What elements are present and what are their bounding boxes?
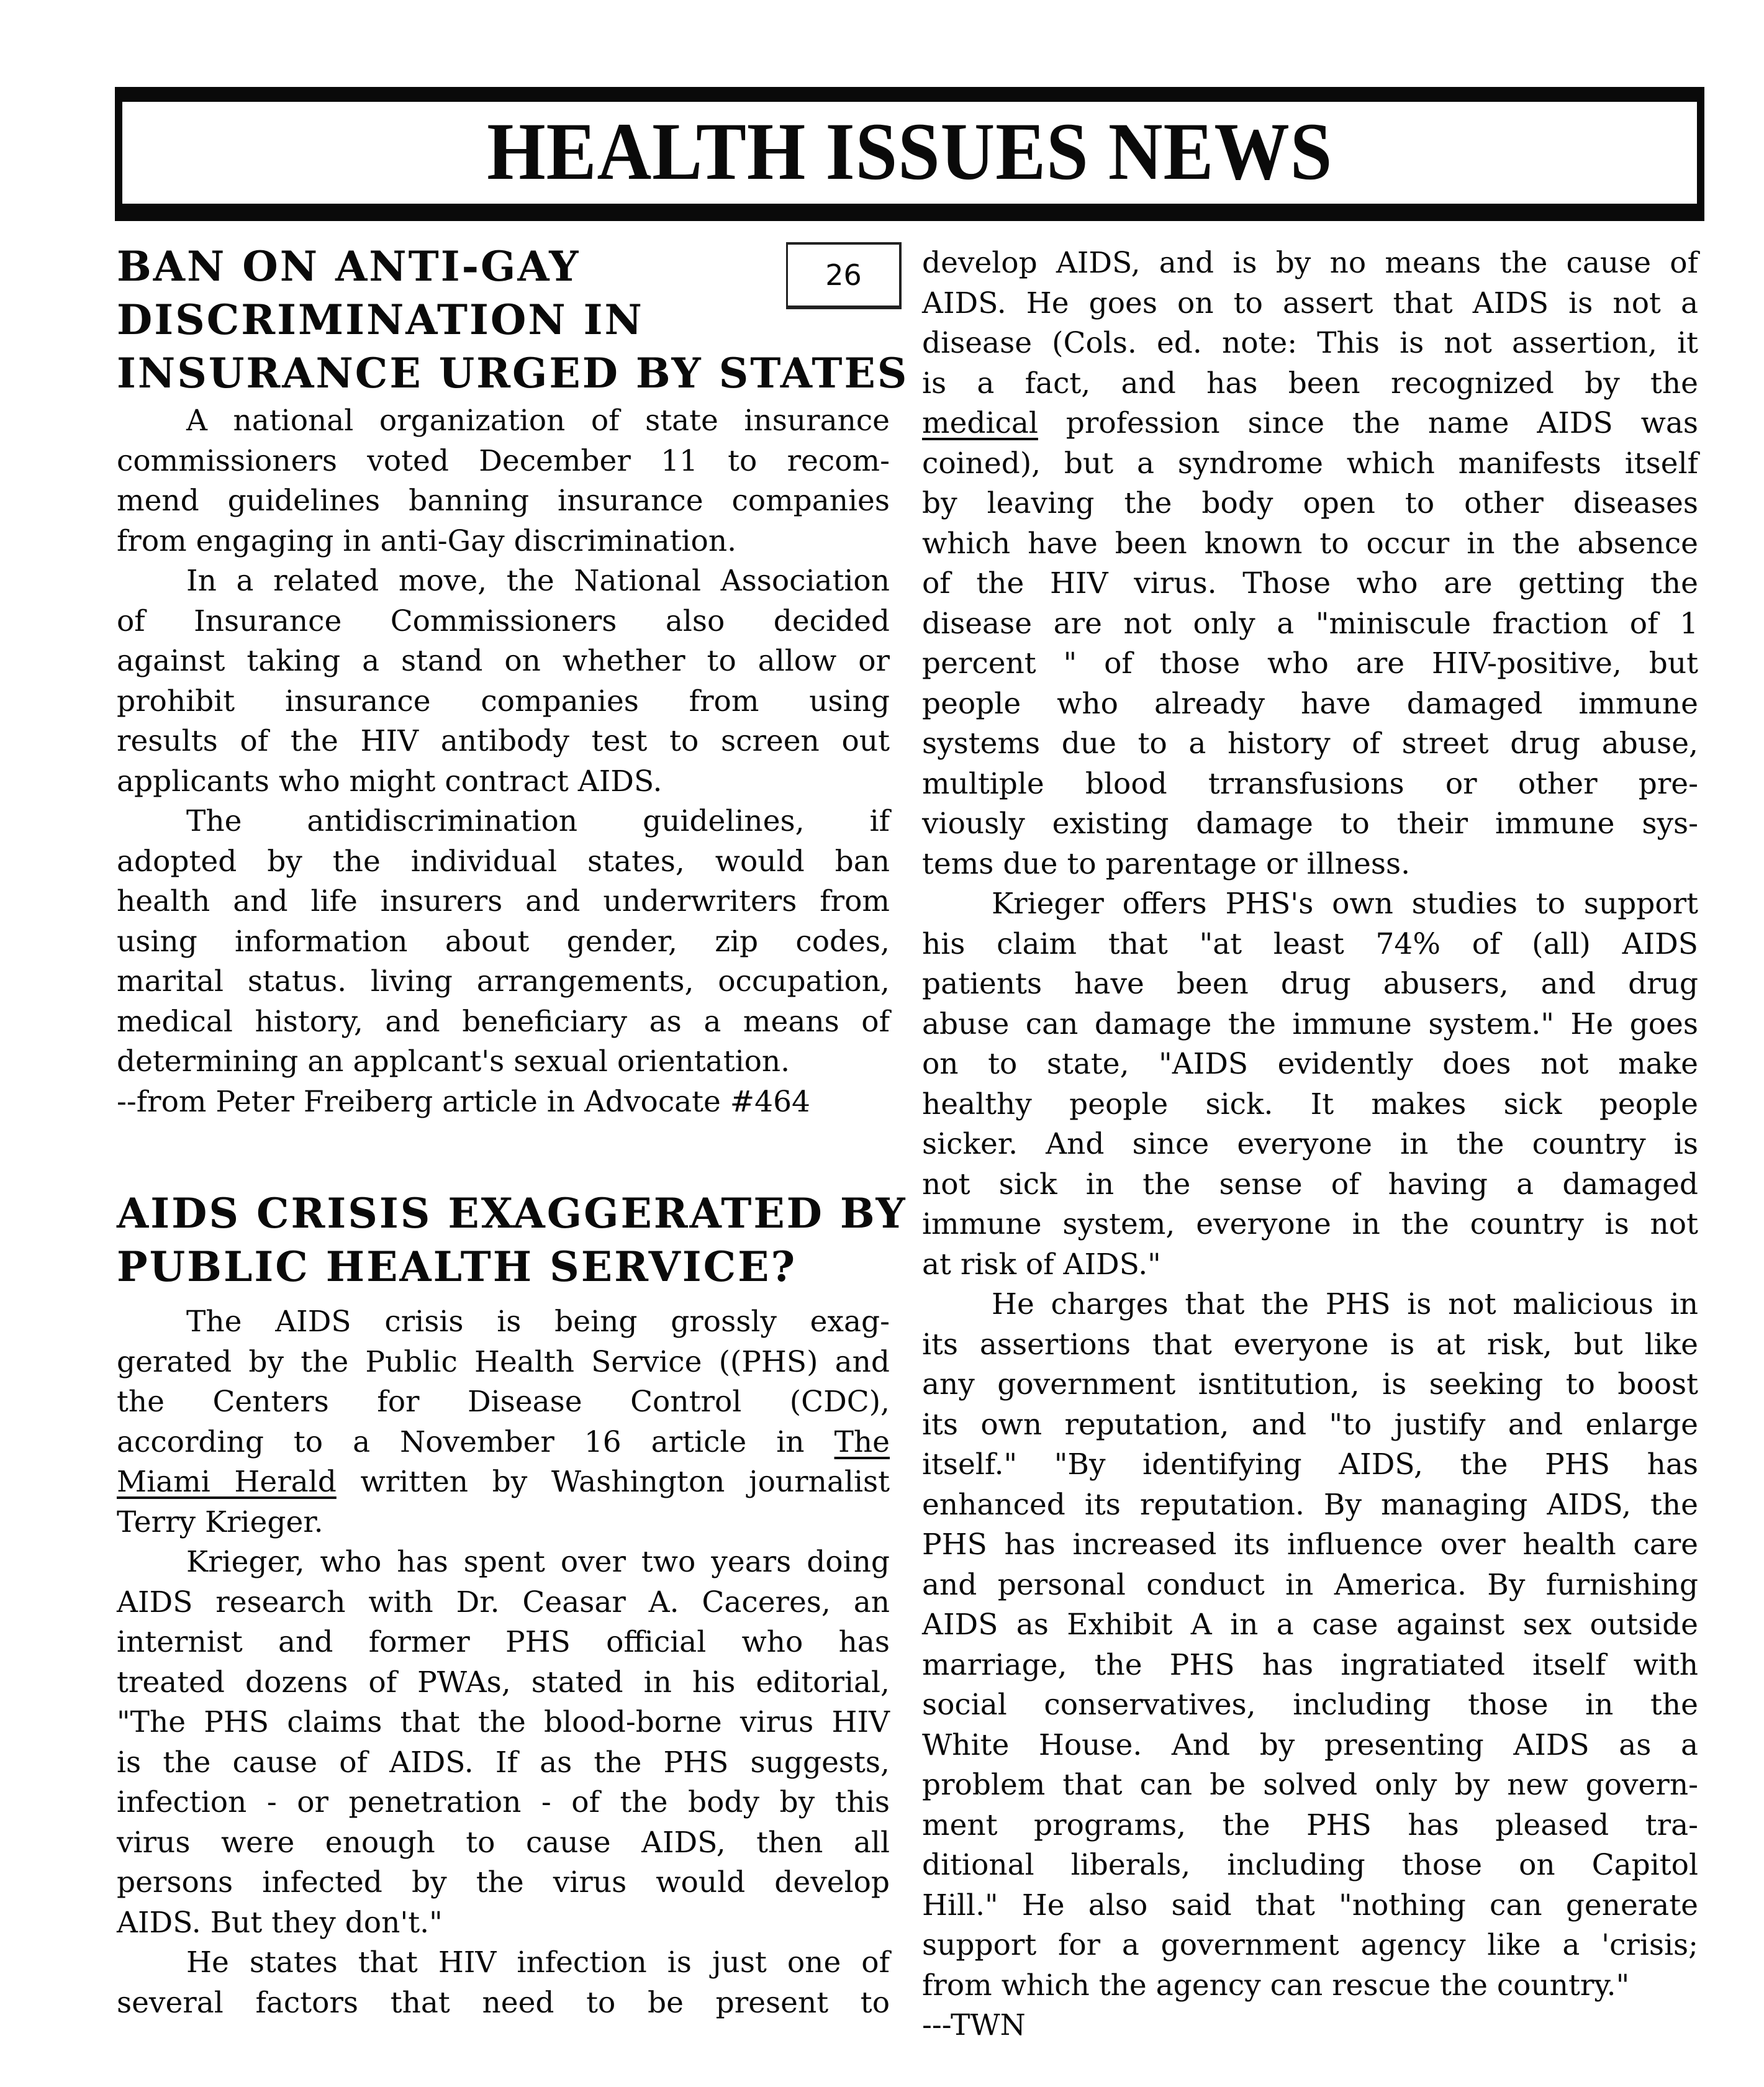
text-line: prohibit insurance companies from using bbox=[117, 684, 890, 718]
text-line: gerated by the Public Health Service ((PHS) and bbox=[117, 1344, 890, 1379]
text-line: against taking a stand on whether to allow or bbox=[117, 644, 890, 678]
text-line: marital status. living arrangements, occupation, bbox=[117, 964, 890, 998]
text-line: coined), but a syndrome which manifests itself bbox=[922, 446, 1698, 481]
article2-paragraph bbox=[117, 1542, 890, 1943]
text-line: persons infected by the virus would develop bbox=[117, 1865, 890, 1899]
article2-paragraph bbox=[117, 1302, 890, 1542]
text-line: of Insurance Commissioners also decided bbox=[117, 604, 890, 638]
text-line: multiple blood trransfusions or other pre- bbox=[922, 766, 1698, 801]
text-line: at risk of AIDS." bbox=[922, 1247, 1161, 1282]
text-line: from which the agency can rescue the country." bbox=[922, 1968, 1630, 2003]
text-line: AIDS research with Dr. Ceasar A. Caceres, an bbox=[117, 1585, 890, 1619]
article2-headline bbox=[117, 1187, 907, 1293]
text-line: his claim that "at least 74% of (all) AIDS bbox=[922, 926, 1698, 961]
headline-line: DISCRIMINATION IN bbox=[117, 296, 644, 344]
text-line: any government isntitution, is seeking to boost bbox=[922, 1367, 1698, 1401]
text-line: The AIDS crisis is being grossly exag- bbox=[186, 1305, 890, 1339]
text-line: immune system, everyone in the country is not bbox=[922, 1207, 1698, 1241]
text-line: AIDS. But they don't." bbox=[117, 1905, 443, 1940]
text-line: not sick in the sense of having a damaged bbox=[922, 1167, 1698, 1202]
text-line: its own reputation, and "to justify and enlarge bbox=[922, 1407, 1698, 1442]
text-line: disease are not only a "miniscule fraction of 1 bbox=[922, 606, 1698, 641]
text-line: He states that HIV infection is just one of bbox=[186, 1945, 890, 1980]
publication-name: The bbox=[834, 1424, 890, 1459]
text-line: internist and former PHS official who has bbox=[117, 1625, 890, 1659]
left-column bbox=[117, 242, 909, 2023]
text-line: White House. And by presenting AIDS as a bbox=[922, 1727, 1698, 1762]
text-line: its assertions that everyone is at risk, but like bbox=[922, 1327, 1698, 1362]
text-line: PHS has increased its influence over health care bbox=[922, 1528, 1698, 1562]
text-line: In a related move, the National Association bbox=[186, 564, 890, 598]
text-line: disease (Cols. ed. note: This is not assertion, it bbox=[922, 326, 1698, 360]
article2-signature: ---TWN bbox=[922, 2008, 1026, 2042]
article1-headline bbox=[117, 240, 909, 400]
section-gap bbox=[117, 1122, 890, 1187]
text-fragment: profession since the name AIDS was bbox=[1038, 406, 1698, 440]
page-number: 26 bbox=[825, 258, 862, 292]
text-line: adopted by the individual states, would ban bbox=[117, 844, 890, 879]
text-line: the Centers for Disease Control (CDC), bbox=[117, 1385, 890, 1419]
text-line: Krieger, who has spent over two years doing bbox=[186, 1545, 890, 1579]
text-line: determining an applcant's sexual orientation. bbox=[117, 1044, 790, 1079]
article1-paragraph bbox=[117, 401, 890, 561]
text-line: tems due to parentage or illness. bbox=[922, 846, 1411, 881]
text-line: virus were enough to cause AIDS, then all bbox=[117, 1825, 890, 1860]
text-line: social conservatives, including those in the bbox=[922, 1688, 1698, 1722]
text-line bbox=[117, 1462, 890, 1503]
text-line: commissioners voted December 11 to recom- bbox=[117, 443, 890, 478]
headline-line: INSURANCE URGED BY STATES bbox=[117, 349, 909, 397]
text-line: several factors that need to be present to bbox=[117, 1985, 890, 2020]
text-line: ditional liberals, including those on Capitol bbox=[922, 1848, 1698, 1882]
text-line: from engaging in anti-Gay discrimination. bbox=[117, 523, 737, 558]
text-line: using information about gender, zip codes, bbox=[117, 924, 890, 959]
text-line: Terry Krieger. bbox=[117, 1505, 323, 1539]
text-line: Krieger offers PHS's own studies to support bbox=[992, 887, 1698, 921]
text-line: abuse can damage the immune system." He goes bbox=[922, 1007, 1698, 1041]
headline-line: BAN ON ANTI-GAY bbox=[117, 242, 581, 291]
text-line: people who already have damaged immune bbox=[922, 686, 1698, 721]
text-line: The antidiscrimination guidelines, if bbox=[186, 804, 890, 838]
text-line: on to state, "AIDS evidently does not make bbox=[922, 1047, 1698, 1081]
text-line: treated dozens of PWAs, stated in his editorial, bbox=[117, 1665, 890, 1700]
text-line: patients have been drug abusers, and drug bbox=[922, 967, 1698, 1001]
text-line: He charges that the PHS is not malicious in bbox=[992, 1287, 1698, 1321]
text-line: itself." "By identifying AIDS, the PHS has bbox=[922, 1447, 1698, 1482]
text-line: sicker. And since everyone in the country is bbox=[922, 1127, 1698, 1161]
text-fragment: written by Washington journalist bbox=[360, 1465, 890, 1499]
text-fragment: according to a November 16 article in bbox=[117, 1424, 835, 1459]
text-line: A national organization of state insurance bbox=[186, 404, 890, 438]
text-line: healthy people sick. It makes sick people bbox=[922, 1087, 1698, 1121]
article2-paragraph bbox=[922, 884, 1698, 1285]
right-column bbox=[922, 243, 1698, 2046]
publication-name: Miami Herald bbox=[117, 1465, 337, 1499]
text-line: is the cause of AIDS. If as the PHS suggests, bbox=[117, 1745, 890, 1780]
text-line: infection - or penetration - of the body by this bbox=[117, 1785, 890, 1819]
text-line: Hill." He also said that "nothing can generate bbox=[922, 1888, 1698, 1922]
text-line bbox=[922, 404, 1698, 444]
underlined-word: medical bbox=[922, 406, 1038, 440]
text-line: results of the HIV antibody test to screen out bbox=[117, 724, 890, 758]
text-line: enhanced its reputation. By managing AIDS, the bbox=[922, 1487, 1698, 1522]
masthead-box bbox=[115, 87, 1704, 221]
headline-line: PUBLIC HEALTH SERVICE? bbox=[117, 1243, 797, 1291]
text-line: viously existing damage to their immune sys- bbox=[922, 807, 1698, 841]
article1-paragraph bbox=[117, 561, 890, 802]
text-line: by leaving the body open to other diseases bbox=[922, 486, 1698, 520]
masthead-title: HEALTH ISSUES NEWS bbox=[486, 106, 1333, 197]
article2-paragraph bbox=[922, 243, 1698, 884]
text-line: problem that can be solved only by new govern- bbox=[922, 1768, 1698, 1802]
text-line: is a fact, and has been recognized by the bbox=[922, 366, 1698, 401]
text-line: "The PHS claims that the blood-borne virus HIV bbox=[117, 1705, 890, 1739]
text-line: medical history, and beneficiary as a means of bbox=[117, 1004, 890, 1039]
text-line: support for a government agency like a 'crisis; bbox=[922, 1928, 1698, 1962]
text-line: AIDS. He goes on to assert that AIDS is not a bbox=[922, 286, 1698, 320]
text-line: ment programs, the PHS has pleased tra- bbox=[922, 1808, 1698, 1842]
text-line: develop AIDS, and is by no means the cause of bbox=[922, 246, 1698, 280]
text-line: of the HIV virus. Those who are getting the bbox=[922, 566, 1698, 600]
text-line: percent " of those who are HIV-positive, but bbox=[922, 646, 1698, 681]
text-line bbox=[117, 1423, 890, 1463]
article1-credit: --from Peter Freiberg article in Advocate #464 bbox=[117, 1084, 810, 1119]
text-line: and personal conduct in America. By furnishing bbox=[922, 1567, 1698, 1602]
article2-paragraph bbox=[922, 1285, 1698, 2006]
text-line: systems due to a history of street drug abuse, bbox=[922, 727, 1698, 761]
text-line: AIDS as Exhibit A in a case against sex outside bbox=[922, 1608, 1698, 1642]
article1-paragraph bbox=[117, 802, 890, 1082]
text-line: mend guidelines banning insurance companies bbox=[117, 484, 890, 518]
article2-paragraph bbox=[117, 1943, 890, 2023]
text-line: which have been known to occur in the absence bbox=[922, 526, 1698, 561]
text-line: health and life insurers and underwriters from bbox=[117, 884, 890, 918]
text-line: marriage, the PHS has ingratiated itself with bbox=[922, 1647, 1698, 1682]
headline-line: AIDS CRISIS EXAGGERATED BY bbox=[117, 1189, 907, 1238]
text-line: applicants who might contract AIDS. bbox=[117, 764, 663, 799]
